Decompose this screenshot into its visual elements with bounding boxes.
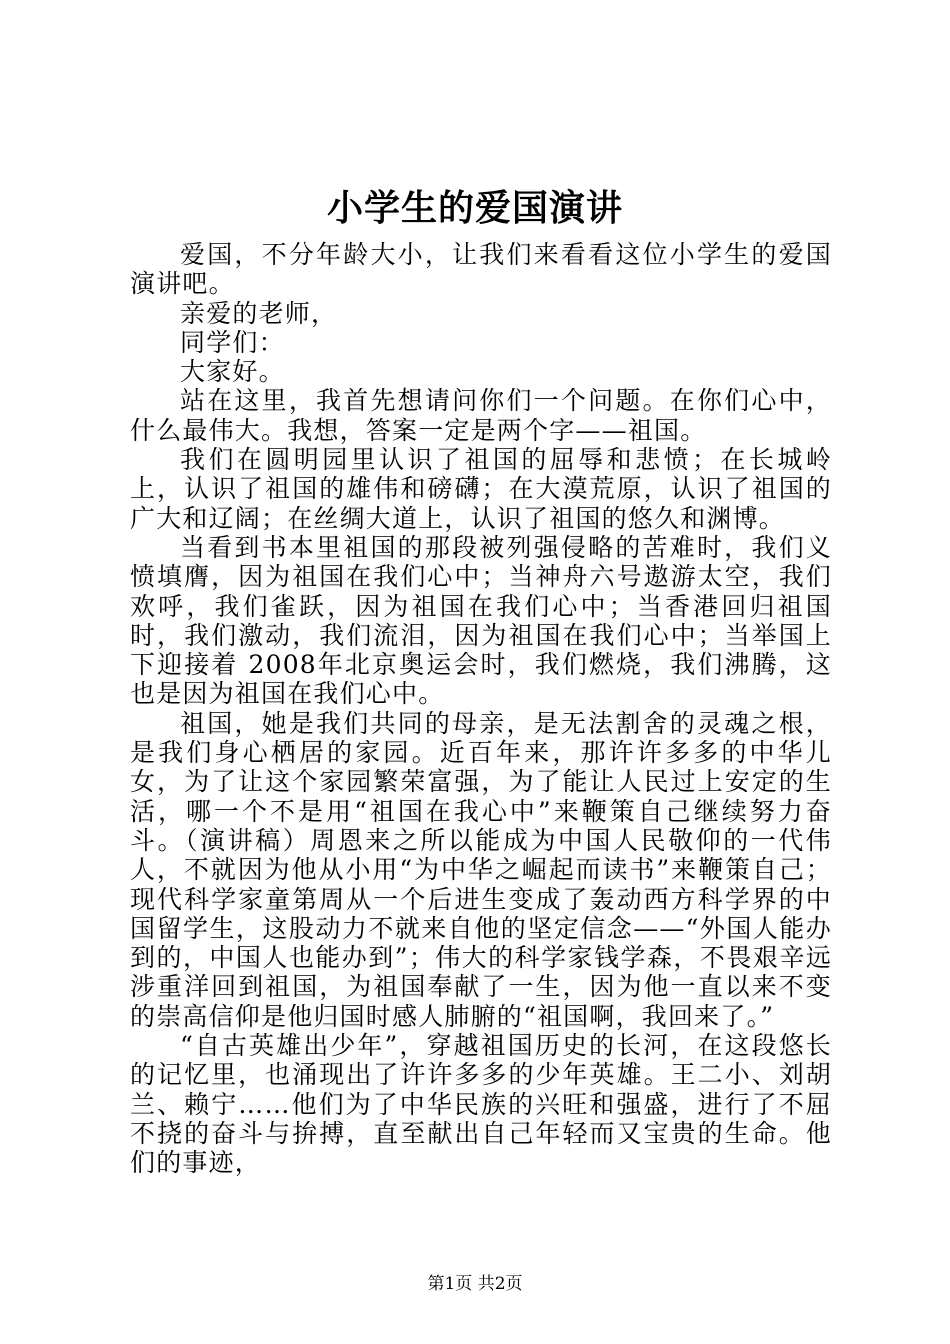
paragraph-motherland: 祖国，她是我们共同的母亲，是无法割舍的灵魂之根，是我们身心栖居的家园。近百年来，那许许多多的中华儿女，为了让这个家园繁荣富强，为了能让人民过上安定的生活，哪一个不是用“祖国在我心中”来鞭策自己继续努力奋斗。（演讲稿）周恩来之所以能成为中国人民敬仰的一代伟人，不就因为他从小用“为中华之崛起而读书”来鞭策自己；现代科学家童第周从一个后进生变成了轰动西方科学界的中国留学生，这股动力不就来自他的坚定信念——“外国人能办到的，中国人也能办到”；伟大的科学家钱学森，不畏艰辛远涉重洋回到祖国，为祖国奉献了一生，因为他一直以来不变的崇高信仰是他归国时感人肺腑的“祖国啊，我回来了。” (130, 708, 832, 1031)
paragraph-young-heroes: “自古英雄出少年”，穿越祖国历史的长河，在这段悠长的记忆里，也涌现出了许许多多的少年英雄。王二小、刘胡兰、赖宁……他们为了中华民族的兴旺和强盛，进行了不屈不挠的奋斗与拚搏，直至献出自己年轻而又宝贵的生命。他们的事迹， (130, 1031, 832, 1178)
paragraph-in-our-hearts: 当看到书本里祖国的那段被列强侵略的苦难时，我们义愤填膺，因为祖国在我们心中；当神舟六号遨游太空，我们欢呼，我们雀跃，因为祖国在我们心中；当香港回归祖国时，我们激动，我们流泪，因为祖国在我们心中；当举国上下迎接着 2008年北京奥运会时，我们燃烧，我们沸腾，这也是因为祖国在我们心中。 (130, 532, 832, 709)
paragraph-salutation-teachers: 亲爱的老师， (180, 298, 338, 328)
paragraph-recognition: 我们在圆明园里认识了祖国的屈辱和悲愤；在长城岭上，认识了祖国的雄伟和磅礴；在大漠荒原，认识了祖国的广大和辽阔；在丝绸大道上，认识了祖国的悠久和渊博。 (130, 445, 832, 533)
paragraph-question: 站在这里，我首先想请问你们一个问题。在你们心中，什么最伟大。我想，答案一定是两个字——祖国。 (130, 386, 832, 445)
document-body (130, 240, 832, 1178)
paragraph-salutation-students: 同学们： (180, 327, 285, 357)
paragraph-intro: 爱国，不分年龄大小，让我们来看看这位小学生的爱国演讲吧。 (130, 240, 832, 299)
page-title: 小学生的爱国演讲 (326, 187, 623, 229)
page-footer: 第1页 共2页 (427, 1274, 523, 1294)
paragraph-greeting: 大家好。 (180, 357, 285, 387)
